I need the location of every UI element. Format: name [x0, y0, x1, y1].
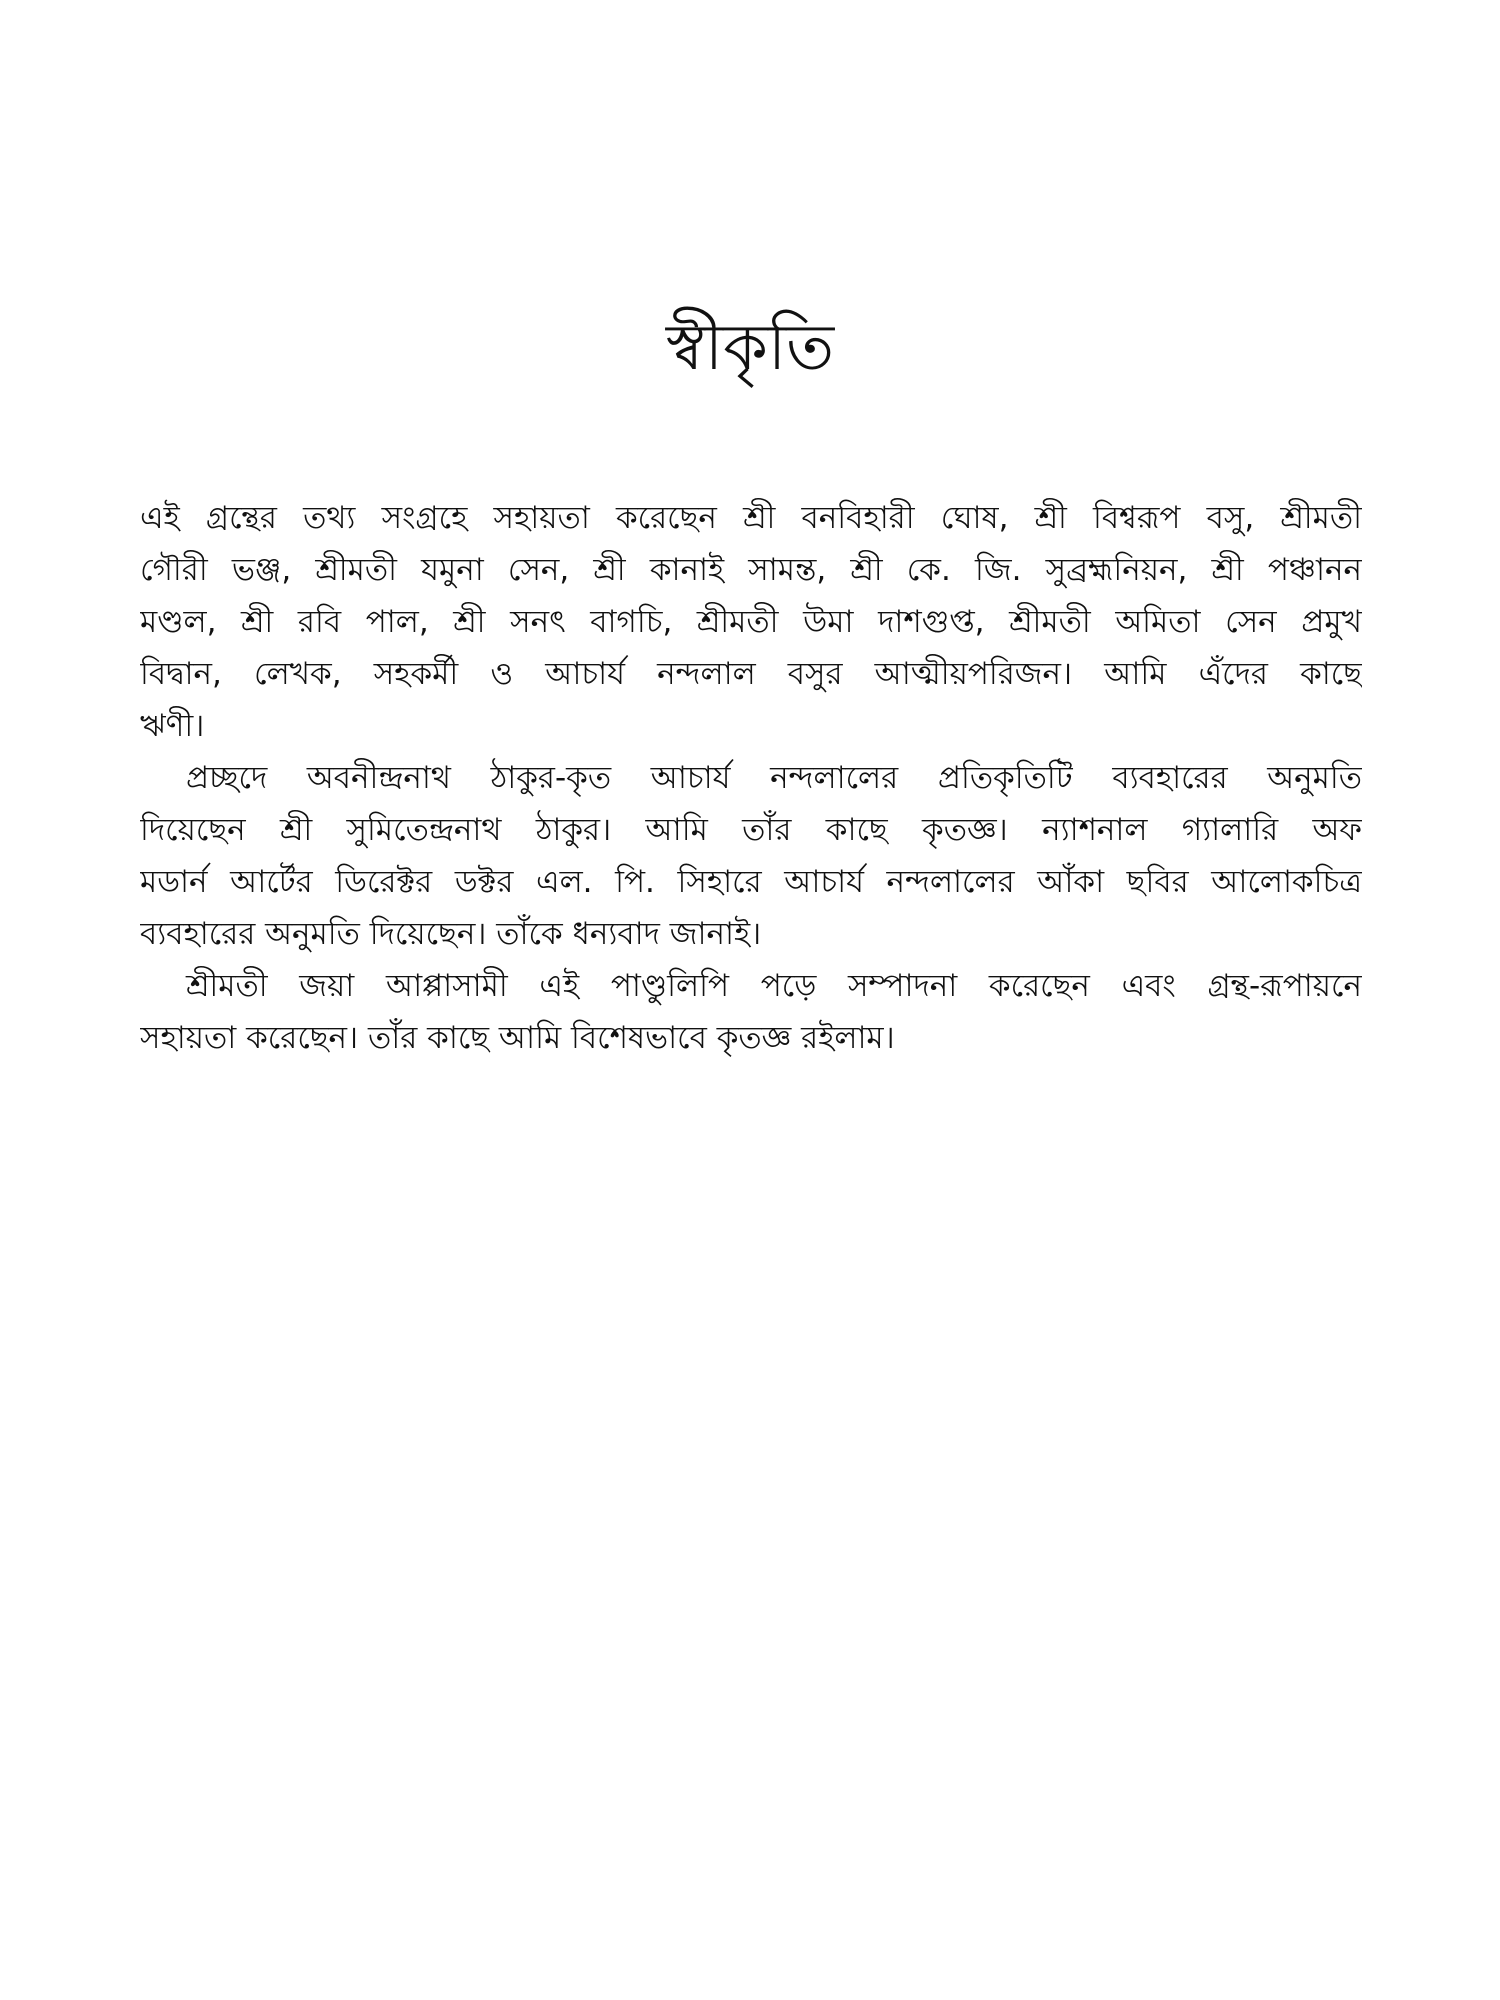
text-line: ব্যবহারের অনুমতি দিয়েছেন। তাঁকে ধন্যবাদ জানাই।	[140, 916, 762, 952]
text-line: শ্রীমতী জয়া আপ্পাসামী এই পাণ্ডুলিপি পড়ে সম্পাদনা করেছেন এবং গ্রন্থ-রূপায়নে	[186, 968, 1362, 1004]
paragraph-cover-portrait	[140, 752, 1362, 960]
text-line: এই গ্রন্থের তথ্য সংগ্রহে সহায়তা করেছেন শ্রী বনবিহারী ঘোষ, শ্রী বিশ্বরূপ বসু, শ্রীমতী	[140, 500, 1362, 536]
text-line: দিয়েছেন শ্রী সুমিতেন্দ্রনাথ ঠাকুর। আমি তাঁর কাছে কৃতজ্ঞ। ন্যাশনাল গ্যালারি অফ	[140, 812, 1362, 848]
paragraph-editing	[140, 960, 1362, 1064]
text-line: বিদ্বান, লেখক, সহকর্মী ও আচার্য নন্দলাল বসুর আত্মীয়পরিজন। আমি এঁদের কাছে	[140, 656, 1362, 692]
text-line: ঋণী।	[140, 708, 205, 744]
paragraph-contributors	[140, 492, 1362, 752]
text-line: মডার্ন আর্টের ডিরেক্টর ডক্টর এল. পি. সিহারে আচার্য নন্দলালের আঁকা ছবির আলোকচিত্র	[140, 864, 1362, 900]
text-line: গৌরী ভঞ্জ, শ্রীমতী যমুনা সেন, শ্রী কানাই সামন্ত, শ্রী কে. জি. সুব্রহ্মনিয়ন, শ্রী পঞ্চানন	[140, 552, 1362, 588]
page-title: স্বীকৃতি	[665, 311, 835, 385]
text-line: সহায়তা করেছেন। তাঁর কাছে আমি বিশেষভাবে কৃতজ্ঞ রইলাম।	[140, 1020, 895, 1056]
text-line: প্রচ্ছদে অবনীন্দ্রনাথ ঠাকুর-কৃত আচার্য নন্দলালের প্রতিকৃতিটি ব্যবহারের অনুমতি	[186, 760, 1362, 796]
text-line: মণ্ডল, শ্রী রবি পাল, শ্রী সনৎ বাগচি, শ্রীমতী উমা দাশগুপ্ত, শ্রীমতী অমিতা সেন প্রমুখ	[140, 604, 1362, 640]
acknowledgement-body	[140, 492, 1362, 1064]
